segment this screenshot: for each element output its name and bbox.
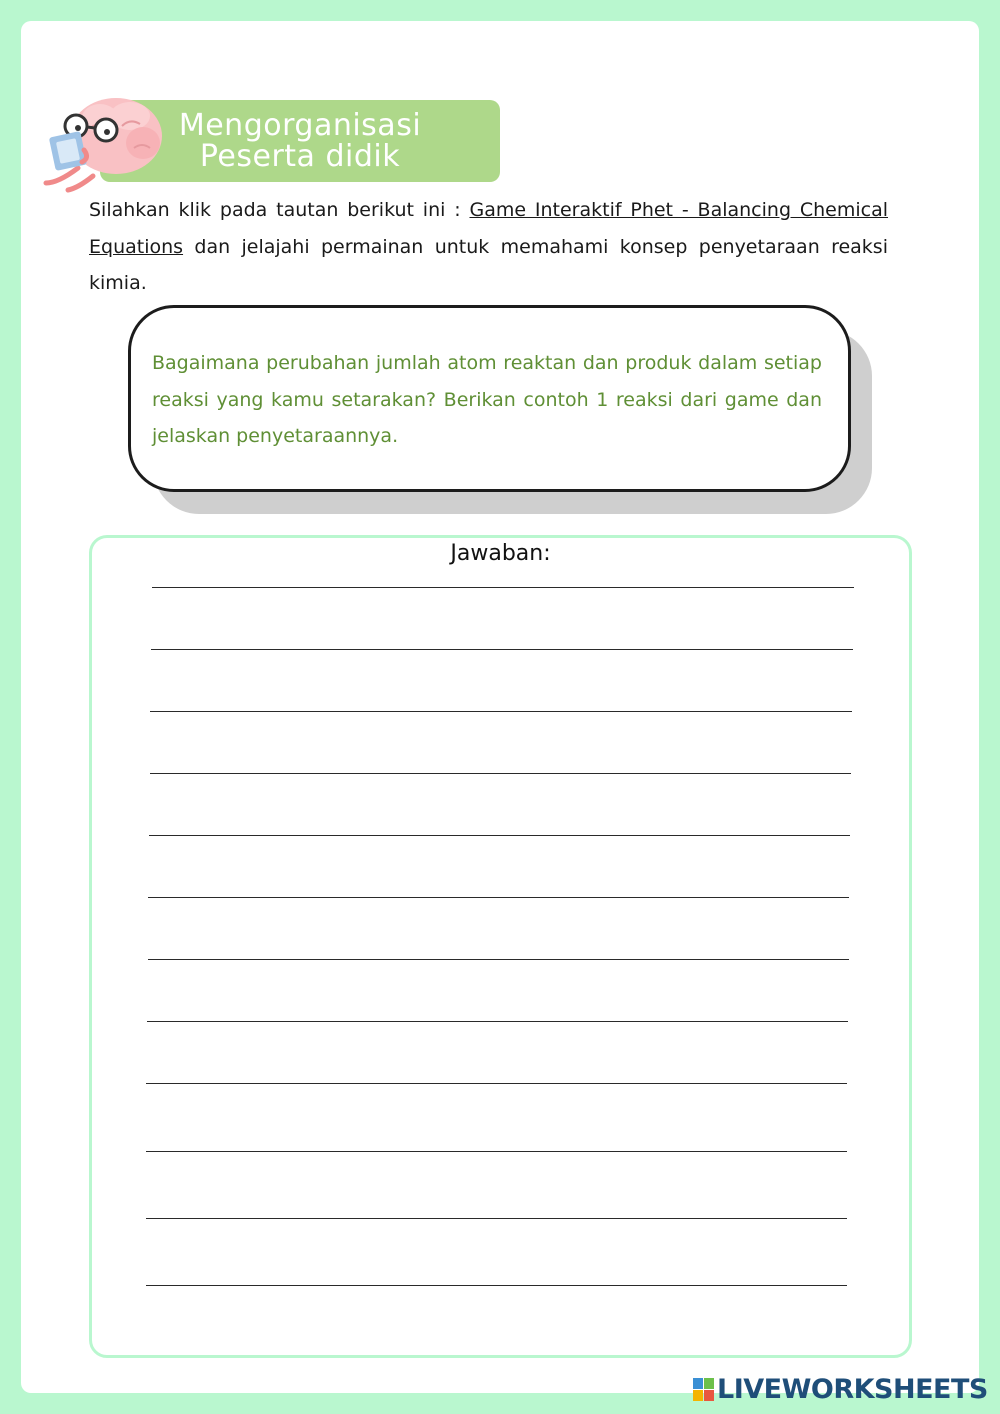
answer-line[interactable]: [146, 1285, 847, 1286]
instruction-text-before: Silahkan klik pada tautan berikut ini :: [89, 199, 470, 221]
phet-game-link[interactable]: Game Interaktif Phet - Balancing Chemical Equations: [89, 199, 888, 258]
answer-line[interactable]: [146, 1083, 847, 1084]
answer-title: Jawaban:: [450, 541, 551, 566]
liveworksheets-logo: [693, 1374, 993, 1406]
answer-line[interactable]: [152, 587, 854, 588]
section-title-line1: Mengorganisasi: [178, 108, 422, 143]
answer-box: [89, 535, 912, 1358]
section-title-line2: Peserta didik: [199, 139, 401, 174]
brand-name: LIVEWORKSHEETS: [717, 1374, 988, 1405]
answer-line[interactable]: [148, 959, 849, 960]
question-text: Bagaimana perubahan jumlah atom reaktan dan produk dalam setiap reaksi yang kamu setarakan? Berikan contoh 1 reaksi dari game dan jelaskan penyetaraannya.: [152, 352, 822, 447]
liveworksheets-logo-icon: [693, 1378, 715, 1402]
instruction-paragraph: [89, 192, 888, 302]
answer-line[interactable]: [146, 1151, 847, 1152]
answer-line[interactable]: [146, 1218, 847, 1219]
answer-line[interactable]: [151, 649, 853, 650]
instruction-text-after: dan jelajahi permainan untuk memahami konsep penyetaraan reaksi kimia.: [89, 235, 888, 294]
answer-line[interactable]: [149, 835, 850, 836]
answer-line[interactable]: [150, 711, 852, 712]
answer-line[interactable]: [148, 897, 849, 898]
brain-reading-book-icon: [38, 88, 168, 198]
answer-line[interactable]: [147, 1021, 848, 1022]
answer-line[interactable]: [150, 773, 851, 774]
section-title: [120, 110, 480, 172]
